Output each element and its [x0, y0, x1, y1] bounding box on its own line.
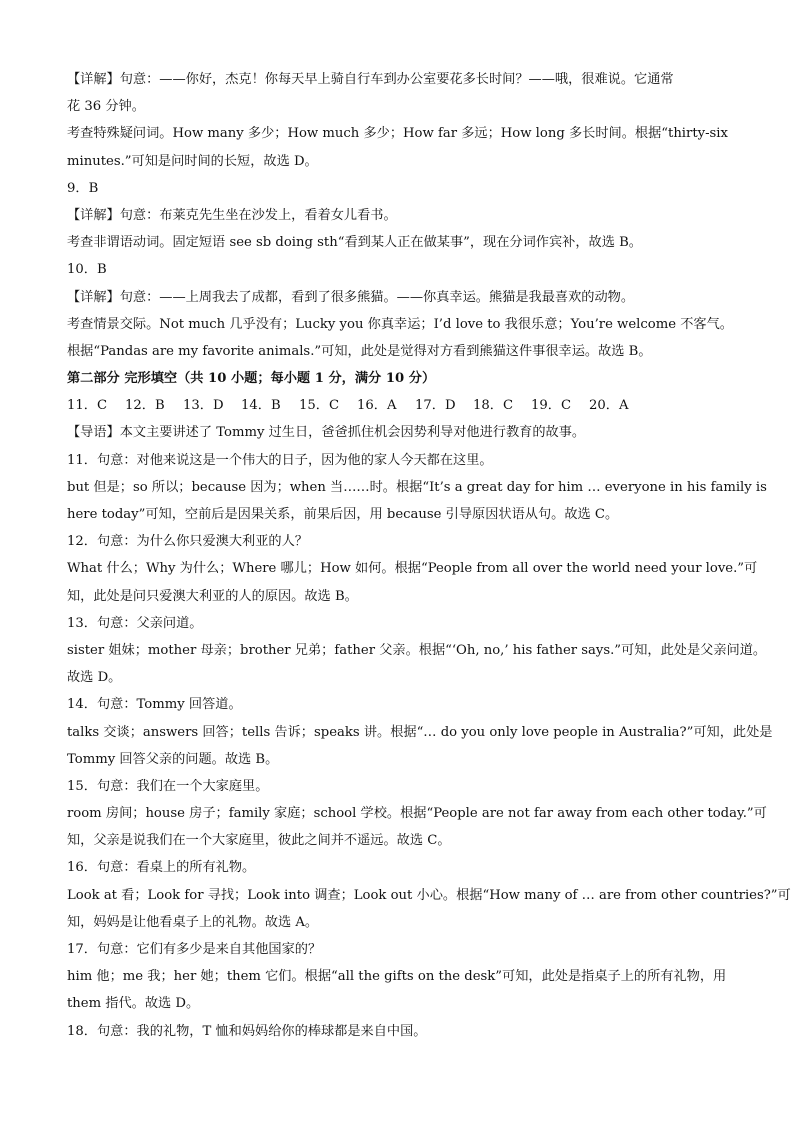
text-line: 考查情景交际。Not much 几乎没有；Lucky you 你真幸运；I’d love to 我很乐意；You’re welcome 不客气。 [67, 316, 733, 332]
text-line: Look at 看；Look for 寻找；Look into 调查；Look out 小心。根据“How many of … are from other countries?”可 [67, 887, 791, 903]
text-line: minutes.”可知是问时间的长短，故选 D。 [67, 153, 318, 169]
text-line: room 房间；house 房子；family 家庭；school 学校。根据“People are not far away from each other today.”可 [67, 806, 767, 822]
text-line: 知，此处是问只爱澳大利亚的人的原因。故选 B。 [67, 588, 358, 604]
answer-key-item: 18．C [473, 398, 514, 414]
text-line: 考查特殊疑问词。How many 多少；How much 多少；How far 多远；How long 多长时间。根据“thirty-six [67, 126, 728, 142]
answer-key-row [67, 392, 729, 419]
text-line: 知，父亲是说我们在一个大家庭里，彼此之间并不遥远。故选 C。 [67, 833, 451, 849]
text-line: 11．句意：对他来说这是一个伟大的日子，因为他的家人今天都在这里。 [67, 452, 493, 468]
answer-key-item: 17．D [415, 398, 456, 414]
text-line: What 什么；Why 为什么；Where 哪儿；How 如何。根据“People from all over the world need your love.”可 [67, 561, 758, 577]
text-line: but 但是；so 所以；because 因为；when 当……时。根据“It’s a great day for him … everyone in his family is [67, 479, 767, 495]
answer-key-item: 16．A [357, 398, 397, 414]
document-page [67, 66, 791, 1045]
text-line: here today”可知，空前后是因果关系，前果后因，用 because 引导原因状语从句。故选 C。 [67, 507, 619, 522]
answer-key-item: 20．A [589, 398, 629, 414]
text-line: 17．句意：它们有多少是来自其他国家的？ [67, 942, 322, 957]
text-line: Tommy 回答父亲的问题。故选 B。 [67, 751, 279, 767]
text-line: 14．句意：Tommy 回答道。 [67, 697, 242, 713]
text-line: 【详解】句意：布莱克先生坐在沙发上，看着女儿看书。 [67, 207, 397, 223]
text-line: talks 交谈；answers 回答；tells 告诉；speaks 讲。根据“… do you only love people in Australia?”可知，此处是 [67, 724, 773, 740]
answer-key-item: 11．C [67, 398, 108, 414]
answer-key-item: 13．D [183, 398, 224, 414]
text-line: 18．句意：我的礼物，T 恤和妈妈给你的棒球都是来自中国。 [67, 1023, 427, 1039]
answer-key-item: 19．C [531, 398, 572, 414]
text-line: him 他；me 我；her 她；them 它们。根据“all the gifts on the desk”可知，此处是指桌子上的所有礼物，用 [67, 969, 727, 985]
text-line: 【导语】本文主要讲述了 Tommy 过生日，爸爸抓住机会因势利导对他进行教育的故事。 [67, 425, 586, 441]
answer-label: 10．B [67, 262, 107, 278]
text-line: 13．句意：父亲问道。 [67, 615, 203, 631]
text-line: 16．句意：看桌上的所有礼物。 [67, 860, 256, 876]
text-line: 花 36 分钟。 [67, 99, 145, 115]
answer-key-item: 14．B [241, 398, 281, 414]
text-line: them 指代。故选 D。 [67, 996, 200, 1012]
text-line: 根据“Pandas are my favorite animals.”可知，此处是觉得对方看到熊猫这件事很幸运。故选 B。 [67, 343, 652, 359]
answer-key-item: 15．C [299, 398, 340, 414]
text-line: 故选 D。 [67, 670, 122, 686]
text-line: 知，妈妈是让他看桌子上的礼物。故选 A。 [67, 914, 319, 930]
text-line: sister 姐妹；mother 母亲；brother 兄弟；father 父亲。根据“‘Oh, no,’ his father says.”可知，此处是父亲问道。 [67, 642, 767, 658]
text-line: 【详解】句意：——你好，杰克！你每天早上骑自行车到办公室要花多长时间？——哦，很难说。它通常 [67, 72, 674, 87]
text-line: 【详解】句意：——上周我去了成都，看到了很多熊猫。——你真幸运。熊猫是我最喜欢的动物。 [67, 289, 635, 305]
text-line: 12．句意：为什么你只爱澳大利亚的人？ [67, 534, 308, 550]
answer-label: 9．B [67, 180, 99, 196]
section-heading: 第二部分 完形填空（共 10 小题；每小题 1 分，满分 10 分） [67, 371, 436, 387]
answer-key-item: 12．B [125, 398, 165, 414]
text-line: 考查非谓语动词。固定短语 see sb doing sth“看到某人正在做某事”，现在分词作宾补，故选 B。 [67, 235, 642, 251]
text-line: 15．句意：我们在一个大家庭里。 [67, 778, 269, 794]
